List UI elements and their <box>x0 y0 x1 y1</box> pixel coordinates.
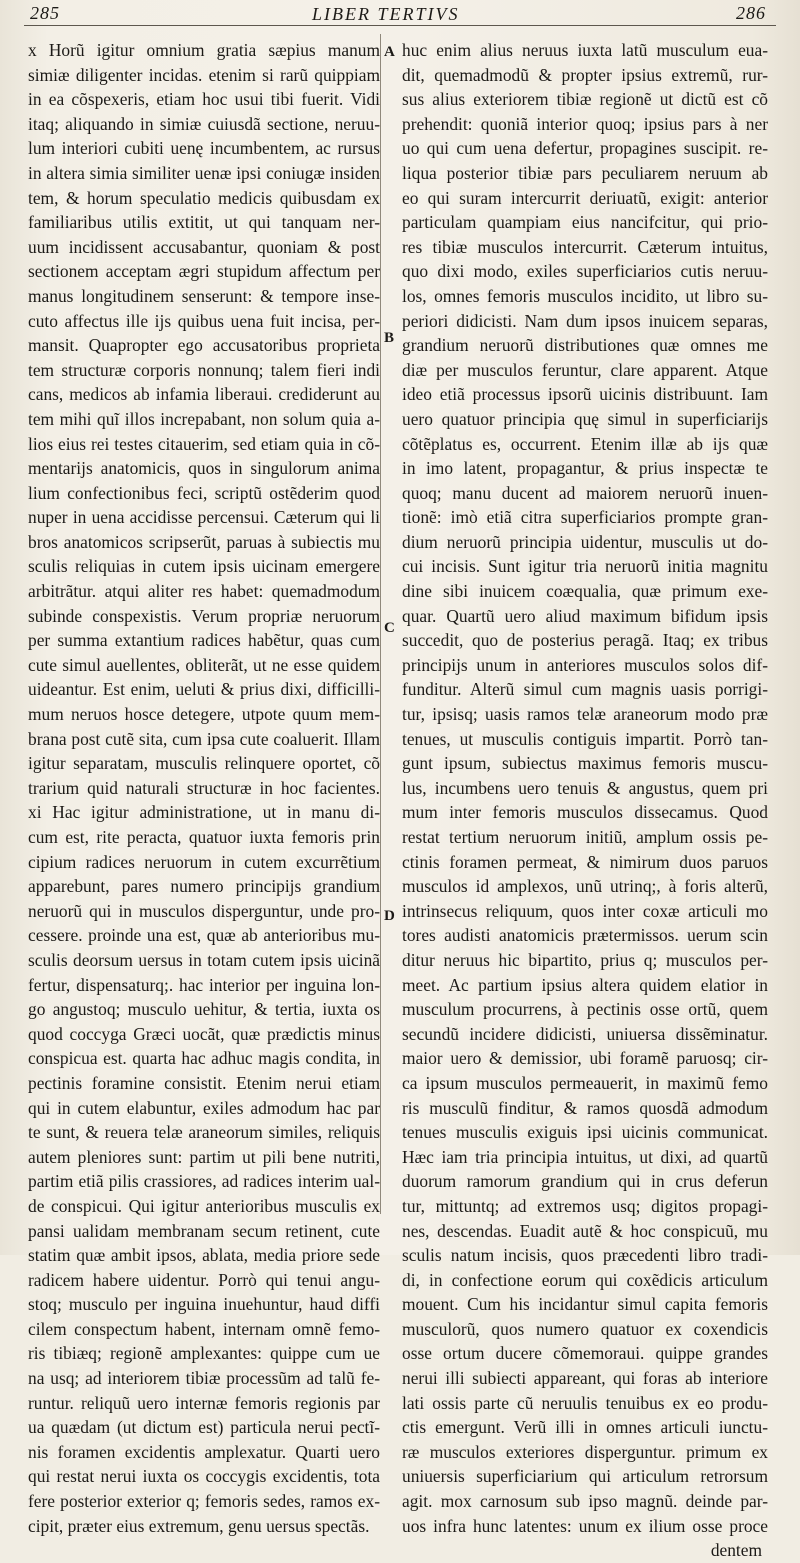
right-page-number: 286 <box>736 3 766 23</box>
text-line: bros anatomicos scripserũt, paruas à subiectis mu <box>28 531 380 552</box>
text-line: tenues, ut musculis contiguis impartit. Porrò tan- <box>402 728 768 749</box>
text-line: partim etiã pilis crassiores, ad radices interim ual- <box>28 1171 380 1192</box>
text-line: Hæc iam tria principia intuitus, ut dixi, ad quartũ <box>402 1146 768 1167</box>
text-line: secundũ incidere didicisti, uniuersa dissẽminatur. <box>402 1023 768 1044</box>
text-line: ræ musculos exteriores disperguntur. primum ex <box>402 1441 768 1462</box>
text-line: meet. Ac partium ipsius altera quidem elatior in <box>402 974 768 995</box>
section-marker-c: C <box>384 620 395 636</box>
text-line: cipium radices neruorum in cutem excurrẽtium <box>28 851 380 872</box>
text-line: sectionem acceptam ægri stupidum affectum per <box>28 261 380 282</box>
text-line: ris tibiæq; regionẽ amplexantes: quippe cum ue <box>28 1343 380 1364</box>
text-line: duorum ramorum grandium qui in crus deferun <box>402 1171 768 1192</box>
text-line: runtur. reliquũ uero internæ femoris regionis par <box>28 1392 380 1413</box>
text-line: dit, quemadmodũ & propter ipsius extremũ, rur- <box>402 64 768 85</box>
text-line: cessere. proinde una est, quæ ab anterioribus mu- <box>28 925 380 946</box>
text-line: uos infra hunc latentes: unum ex ilium osse proce <box>402 1515 768 1536</box>
text-line: lati ossis parte cũ neruulis tenuibus ex eo produ- <box>402 1392 768 1413</box>
text-line: particulam quampiam eius nancifcitur, qui prio- <box>402 212 768 233</box>
text-line: qui restat nerui iuxta os coccygis excidentis, tota <box>28 1466 380 1487</box>
text-line: in imo latent, propagantur, & prius inspectæ te <box>402 458 768 479</box>
text-line: statim quæ ambit ipsos, ablata, media priore sede <box>28 1245 380 1266</box>
text-line: sculis reliquias in cutem ipsis uicinam emergere <box>28 556 380 577</box>
text-line: gunt ipsum, subiectus maximus femoris muscu- <box>402 753 768 774</box>
text-line: de conspicui. Qui igitur anterioribus musculis ex <box>28 1195 380 1216</box>
text-line: uniuersis superficiarium qui articulum retrorsum <box>402 1466 768 1487</box>
text-line: tem structuræ corporis nonnunq; talem fieri indi <box>28 359 380 380</box>
text-line: huc enim alius neruus iuxta latũ musculum eua- <box>402 40 768 60</box>
text-line: lium confectionibus feci, scriptũ ostẽderim quod <box>28 482 380 503</box>
text-line: restat tertium neruorum initiũ, amplum ossis pe- <box>402 827 768 847</box>
text-line: arbitrãtur. atqui aliter res habet: quemadmodum <box>28 581 380 602</box>
text-line: trarium quid naturali structuræ in hoc facientes. <box>28 777 380 798</box>
text-line: dine sibi inuicem coæqualia, quæ primum exe- <box>402 581 768 602</box>
text-line: prehendit: quoniã interior quoq; ipsius pars à ner <box>402 113 768 134</box>
text-line: in ea cõspexeris, etiam hoc usui tibi fuerit. Vidi <box>28 89 380 110</box>
running-title: LIBER TERTIVS <box>312 4 460 24</box>
text-line: ctinis foramen permeat, & nimirum duos paruos <box>402 851 768 872</box>
text-line: nuper in uena accidisse percensui. Cæterum qui li <box>28 507 380 528</box>
text-line: cans, medicos ab infamia liberaui. crediderunt au <box>28 384 380 405</box>
text-line: lus, incumbens uero tenuis & angustus, quem pri <box>402 777 768 798</box>
text-line: simiæ diligenter incidas. etenim si rarũ quippiam <box>28 64 380 85</box>
text-line: pansi ualidam membranam secum retinent, cute <box>28 1220 380 1241</box>
text-line: subinde conspexistis. Verum propriæ neruorum <box>28 605 380 626</box>
text-line: radicem habere uidentur. Porrò qui tenui angu- <box>28 1269 380 1290</box>
text-line: go angustoq; musculo uehitur, & tertia, iuxta os <box>28 999 380 1020</box>
text-line: eo qui suram intercurrit deriuatũ, exigit: anterior <box>402 187 768 208</box>
text-line: mansit. Quapropter ego accusatoribus proprieta <box>28 335 380 356</box>
text-line: mum neruos hosce detegere, utpote quum mem- <box>28 704 380 725</box>
text-line: grandium neruorũ distributiones quæ omnes me <box>402 335 768 356</box>
text-line: ideo etiã processus ipsorũ uicinis distribuunt. Iam <box>402 384 768 405</box>
text-line: autem pleniores sunt: partim ut pili bene nutriti, <box>28 1146 380 1167</box>
text-line: tur, mittuntq; ad extremos usq; digitos propagi- <box>402 1195 768 1216</box>
text-line: principijs unum in anteriores musculos solos dif- <box>402 654 768 675</box>
text-line: apparebunt, pares numero principijs grandium <box>28 876 380 897</box>
text-line: x Horũ igitur omnium gratia sæpius manum <box>28 40 380 60</box>
text-line: sculis natum incisis, quos præcedenti libro tradi- <box>402 1245 768 1266</box>
text-line: ris musculũ finditur, & ramos quosdã admodum <box>402 1097 768 1118</box>
text-line: cui incisis. Sunt igitur tria neruorũ initia magnitu <box>402 556 768 577</box>
text-line: pectinis foramine consistit. Etenim nerui etiam <box>28 1072 380 1093</box>
text-line: te sunt, & reuera telæ araneorum similes, reliquis <box>28 1122 380 1143</box>
text-line: quod coccyga Græci uocãt, quæ prædictis minus <box>28 1023 380 1044</box>
text-line: dentem <box>710 1540 762 1561</box>
section-marker-b: B <box>384 330 395 346</box>
section-marker-a: A <box>384 44 395 60</box>
text-line: nes, descendas. Euadit autẽ & hoc conspicuũ, mu <box>402 1220 768 1241</box>
text-line: tem mihi quĩ illos increpabant, non solum quia a- <box>28 408 380 429</box>
text-line: familiaribus utilis extitit, ut qui tanquam ner- <box>28 212 380 233</box>
text-line: lum interiori cubiti uenę incumbentem, ac rursus <box>28 138 380 159</box>
text-line: succedit, quo de posterius peragã. Itaq; ex tribus <box>402 630 768 651</box>
text-line: osse ortum ducere cõmemoraui. quippe grandes <box>402 1343 768 1364</box>
text-line: lios eius rei testes citauerim, sed etiam quia in cõ- <box>28 433 380 454</box>
text-line: res tibiæ musculos intercurrit. Cæterum intuitus, <box>402 236 768 257</box>
text-line: sculis deorsum uersus in totam cutem ipsis uicinã <box>28 949 380 970</box>
text-line: cuto affectus ille ijs quibus uena fuit incisa, per- <box>28 310 380 331</box>
text-line: cilem conspectum habent, internam omnẽ femo- <box>28 1318 380 1339</box>
text-line: quo dixi modo, exiles superficiarios cutis neruu- <box>402 261 768 282</box>
text-line: diæ per musculos feruntur, clare apparent. Atque <box>402 359 768 380</box>
text-line: tenues musculis exiguis ipsi uicinis communicat. <box>402 1122 768 1143</box>
text-line: ditur neruus hic bipartito, prius q; musculos per- <box>402 949 768 970</box>
left-page-number: 285 <box>30 3 60 23</box>
text-line: quar. Quartũ uero aliud maximum bifidum ipsis <box>402 605 768 626</box>
text-line: fere posterior exterior q; femoris sedes, ramos ex- <box>28 1491 380 1512</box>
text-line: cipit, præter eius extremum, genu uersus spectãs. <box>28 1515 370 1536</box>
text-line: maior uero & demissior, ubi foramẽ paruosq; cir- <box>402 1048 768 1069</box>
text-line: funditur. Alterũ simul cum magnis uasis porrigi- <box>402 679 768 700</box>
text-line: tem, & horum speculatio medicis quibusdam ex <box>28 187 380 208</box>
text-line: dium neruorũ principia uidentur, musculis ut do- <box>402 531 768 552</box>
text-line: tores audisti anatomicis prætermissos. uerum scin <box>402 925 768 946</box>
text-line: uideantur. Est enim, ueluti & prius dixi, difficilli- <box>28 679 380 700</box>
text-line: fertur, dispensaturq;. hac interior per inguina lon- <box>28 974 380 995</box>
text-line: los, omnes femoris musculos incidito, ut libro su- <box>402 285 768 306</box>
text-line: nis foramen excidentis amplexatur. Quarti uero <box>28 1441 380 1462</box>
text-line: itaq; aliquando in simiæ cuiusdã sectione, neruu- <box>28 113 380 134</box>
text-line: cum est, rite peracta, quatuor iuxta femoris prin <box>28 827 380 847</box>
text-line: liqua posterior tibiæ pars peculiarem neruum ab <box>402 162 768 183</box>
text-line: quoq; manu ducent ad maiorem neruorũ inuen- <box>402 482 768 503</box>
text-line: musculos id amplexos, unũ utrinq;, à foris alterũ, <box>402 876 768 897</box>
text-line: manus longitudinem senserunt: & tempore inse- <box>28 285 380 306</box>
text-line: ca ipsum musculos permeauerit, in maximũ femo <box>402 1072 768 1093</box>
text-line: mouent. Cum his incidantur simul capita femoris <box>402 1294 768 1315</box>
text-line: periori didicisti. Nam dum ipsos inuicem separas, <box>402 310 768 331</box>
text-line: intrinsecus reliquum, quos inter coxæ articuli mo <box>402 900 768 921</box>
text-line: tur, ipsisq; uasis ramos telæ araneorum modo præ <box>402 704 768 725</box>
text-line: stoq; musculo per inguina inuehuntur, haud diffi <box>28 1294 380 1315</box>
text-line: in altera simia similiter uenæ ipsi coniugæ insiden <box>28 162 380 183</box>
text-line: di, in confectione eorum qui coxẽdicis articulum <box>402 1269 768 1290</box>
text-line: ua quædam (ut dictum est) particula nerui pectĩ- <box>28 1417 380 1438</box>
text-line: mentarijs anatomicis, quos in singulorum anima <box>28 458 380 479</box>
text-line: cute simul auellentes, obliterãt, ut ne esse quidem <box>28 654 380 675</box>
right-column <box>402 38 768 1563</box>
section-marker-d: D <box>384 908 395 924</box>
text-line: musculorũ, quos numero quatuor ex coxendicis <box>402 1318 768 1339</box>
column-divider <box>380 34 381 1214</box>
left-column <box>28 38 380 1538</box>
text-line: nerui illi subiecti appareant, qui foras ab interiore <box>402 1368 768 1389</box>
text-line: cõtẽplatus es, occurrent. Etenim illæ ab ijs quæ <box>402 433 768 454</box>
text-line: per summa extantium radices habẽtur, quas cum <box>28 630 380 651</box>
text-line: brana post cutẽ sita, cum ipsa cute coaluerit. Illam <box>28 728 380 749</box>
page-header <box>0 2 800 26</box>
text-line: xi Hac igitur administratione, ut in manu di- <box>28 802 380 823</box>
text-line: neruorũ qui in musculos disperguntur, unde pro- <box>28 900 380 921</box>
text-line: uum incidissent accusabantur, quoniam & post <box>28 236 380 257</box>
text-line: na usq; ad interiorem tibiæ processũm ad talũ fe- <box>28 1368 380 1389</box>
text-line: conspicua est. quarta hac adhuc magis condita, in <box>28 1048 380 1069</box>
text-line: ctis emergunt. Verũ illi in omnes articuli iunctu- <box>402 1417 768 1438</box>
text-line: tionẽ: imò etiã citra superficiarios prompte gran- <box>402 507 768 528</box>
text-line: sus alius exteriorem tibiæ regionẽ ut dictũ est cõ <box>402 89 768 110</box>
text-line: musculum procurrens, à pectinis osse ortũ, quem <box>402 999 768 1020</box>
text-line: igitur separatam, musculis relinquere oportet, cõ <box>28 753 380 774</box>
text-line: qui in cutem elabuntur, exiles admodum hac par <box>28 1097 380 1118</box>
text-line: mum inter femoris musculos dissecamus. Quod <box>402 802 768 823</box>
header-rule <box>24 25 776 26</box>
text-line: uo qui cum uena defertur, propagines suscipit. re- <box>402 138 768 159</box>
text-line: uero quatuor principia quę simul in superficiarijs <box>402 408 768 429</box>
text-line: agit. mox carnosum sub ipso magnũ. deinde par- <box>402 1491 768 1512</box>
